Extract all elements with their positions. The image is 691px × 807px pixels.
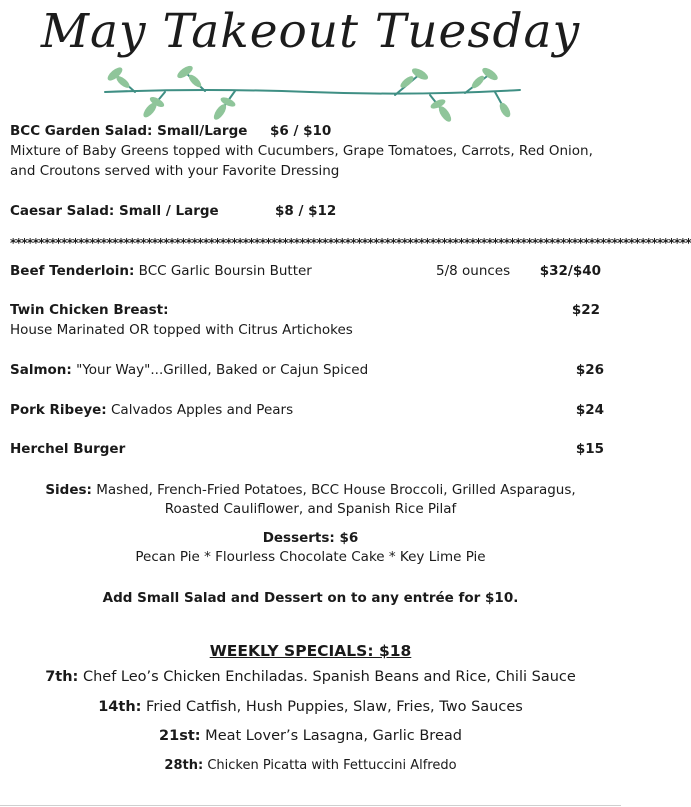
pork-ribeye-price: $24 bbox=[575, 402, 604, 418]
salmon-name: Salmon: bbox=[10, 362, 72, 378]
beef-tenderloin-price: $32/$40 bbox=[539, 263, 601, 279]
desserts-items: Pecan Pie * Flourless Chocolate Cake * Key Lime Pie bbox=[135, 549, 486, 565]
chicken-breast-desc: House Marinated OR topped with Citrus Artichokes bbox=[10, 322, 353, 338]
garden-salad-name: BCC Garden Salad: Small/Large bbox=[10, 123, 248, 139]
herchel-burger-name: Herchel Burger bbox=[10, 441, 126, 457]
pork-ribeye-item bbox=[10, 400, 293, 420]
sides-line-2: Roasted Cauliflower, and Spanish Rice Pilaf bbox=[164, 501, 457, 517]
beef-tenderloin-name: Beef Tenderloin: bbox=[10, 263, 135, 279]
special-7th: 7th: Chef Leo’s Chicken Enchiladas. Spanish Beans and Rice, Chili Sauce bbox=[45, 669, 576, 685]
desserts-label: Desserts: $6 bbox=[262, 530, 359, 546]
caesar-salad-name: Caesar Salad: Small / Large bbox=[10, 203, 219, 219]
special-14th: 14th: Fried Catfish, Hush Puppies, Slaw, Fries, Two Sauces bbox=[98, 699, 523, 715]
weekly-specials-heading: WEEKLY SPECIALS: $18 bbox=[209, 642, 412, 660]
garden-salad-price: $6 / $10 bbox=[270, 123, 332, 139]
sides-line-1: Sides: Mashed, French-Fried Potatoes, BCC House Broccoli, Grilled Asparagus, bbox=[45, 482, 576, 498]
garden-salad-desc-2: and Croutons served with your Favorite Dressing bbox=[10, 163, 340, 179]
vine-decoration-icon bbox=[95, 62, 525, 124]
special-21st: 21st: Meat Lover’s Lasagna, Garlic Bread bbox=[159, 728, 462, 744]
salmon-item bbox=[10, 360, 368, 380]
salmon-desc: "Your Way"...Grilled, Baked or Cajun Spiced bbox=[71, 362, 369, 378]
menu-title: May Takeout Tuesday bbox=[40, 4, 581, 59]
beef-tenderloin-item bbox=[10, 261, 312, 281]
divider-stars: ************************************************************************************************************************ bbox=[10, 236, 691, 250]
beef-tenderloin-desc: BCC Garlic Boursin Butter bbox=[134, 263, 312, 279]
salmon-price: $26 bbox=[575, 362, 604, 378]
pork-ribeye-name: Pork Ribeye: bbox=[10, 402, 107, 418]
chicken-breast-price: $22 bbox=[571, 302, 600, 318]
garden-salad-desc-1: Mixture of Baby Greens topped with Cucumbers, Grape Tomatoes, Carrots, Red Onion, bbox=[10, 143, 593, 159]
addon-offer: Add Small Salad and Dessert on to any entrée for $10. bbox=[102, 590, 519, 606]
beef-tenderloin-size: 5/8 ounces bbox=[436, 263, 511, 279]
pork-ribeye-desc: Calvados Apples and Pears bbox=[106, 402, 294, 418]
special-28th: 28th: Chicken Picatta with Fettuccini Alfredo bbox=[164, 758, 457, 773]
chicken-breast-name: Twin Chicken Breast: bbox=[10, 302, 169, 318]
sides-label: Sides: bbox=[45, 482, 92, 498]
page-bottom-border bbox=[0, 805, 621, 806]
caesar-salad-price: $8 / $12 bbox=[275, 203, 337, 219]
herchel-burger-price: $15 bbox=[575, 441, 604, 457]
